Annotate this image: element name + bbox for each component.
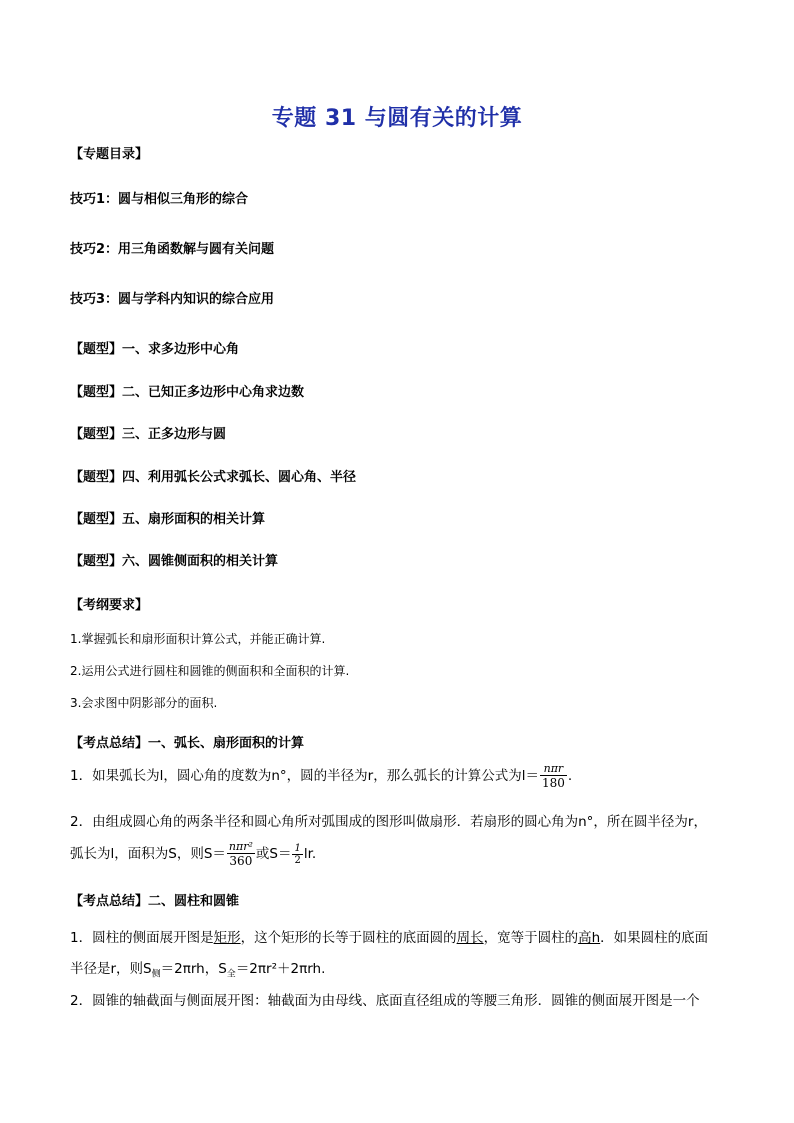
sector-area-fraction: $\frac{\text{nπr²}}{360}$ [228,840,253,868]
sector-paragraph-line1: 2．由组成圆心角的两条半径和圆心角所对弧围成的图形叫做扇形．若扇形的圆心角为n°，所在圆半径为r， [70,814,707,830]
cylinder-paragraph-line2: 半径是r，则$S_侧=2\pi rh$，$S_全=2\pi r^2+2\pi rh$. [70,961,326,980]
cone-paragraph-line1: 2．圆锥的轴截面与侧面展开图：轴截面为由母线、底面直径组成的等腰三角形．圆锥的侧面展开图是一个 [70,993,700,1009]
technique-item: 技巧1：圆与相似三角形的综合 [70,192,249,207]
question-type-item: 【题型】二、已知正多边形中心角求边数 [70,385,305,400]
arc-length-paragraph: 1．如果弧长为l，圆心角的度数为n°，圆的半径为r，那么弧长的计算公式为l＝ $\frac{\text{nπr}}{180}$ . [70,762,573,790]
question-type-item: 【题型】五、扇形面积的相关计算 [70,512,266,527]
cylinder-paragraph-line1: 1．圆柱的侧面展开图是矩形，这个矩形的长等于圆柱的底面圆的周长，宽等于圆柱的高h．如果圆柱的底面 [70,930,709,946]
question-type-item: 【题型】四、利用弧长公式求弧长、圆心角、半径 [70,470,357,485]
outline-item: 3.会求图中阴影部分的面积. [70,696,218,710]
outline-heading: 【考纲要求】 [70,598,149,613]
technique-item: 技巧3：圆与学科内知识的综合应用 [70,292,275,307]
summary1-heading: 【考点总结】一、弧长、扇形面积的计算 [70,736,305,751]
sector-paragraph-line2: 弧长为l，面积为S，则S＝ $\frac{\text{nπr²}}{360}$ 或S＝ $\frac{1}{2}$ lr. [70,840,317,868]
arc-length-fraction: $\frac{\text{nπr}}{180}$ [541,762,565,790]
page-title: 专题 31 与圆有关的计算 [271,106,523,131]
question-type-item: 【题型】三、正多边形与圆 [70,427,227,442]
question-type-item: 【题型】六、圆锥侧面积的相关计算 [70,554,279,569]
half-fraction: $\frac{1}{2}$ [294,842,301,866]
question-type-item: 【题型】一、求多边形中心角 [70,342,240,357]
outline-item: 1.掌握弧长和扇形面积计算公式，并能正确计算. [70,632,326,646]
summary2-heading: 【考点总结】二、圆柱和圆锥 [70,894,240,909]
outline-item: 2.运用公式进行圆柱和圆锥的侧面积和全面积的计算. [70,664,350,678]
technique-item: 技巧2：用三角函数解与圆有关问题 [70,242,275,257]
toc-heading: 【专题目录】 [70,147,149,162]
